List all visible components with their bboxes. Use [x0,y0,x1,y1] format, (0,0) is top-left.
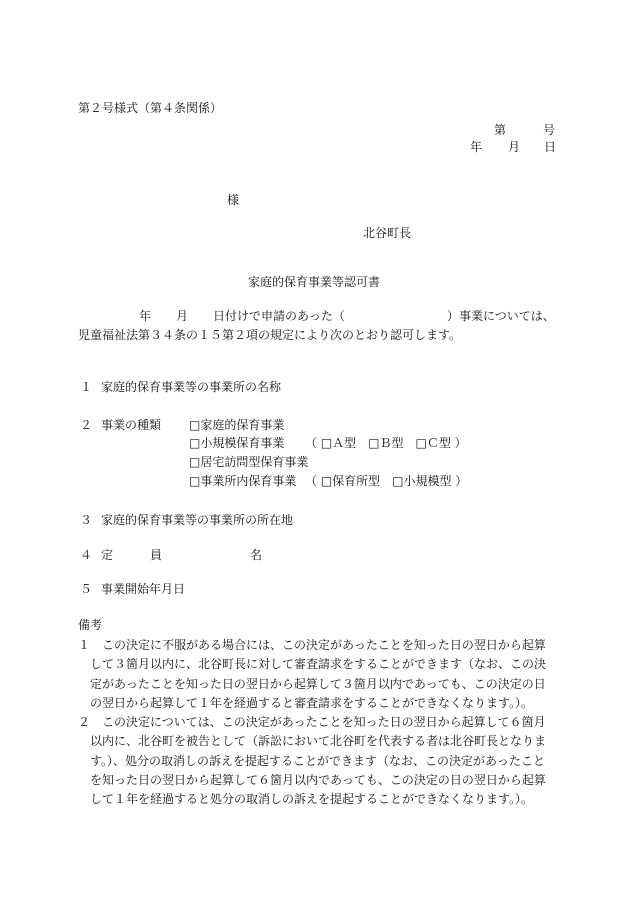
option-workplace-types: （ □保育所型 □小規模型 ） [305,474,468,488]
option-workplace: □事業所内保育事業 [189,474,297,488]
form-label: 第２号様式（第４条関係） [78,101,223,115]
date-month: 月 [508,140,521,154]
date-year: 年 [470,140,483,154]
issuer-name: 北谷町長 [363,226,412,240]
remark-2 [78,713,556,809]
item-2-number: ２ [80,418,93,432]
body-law-text: 児童福祉法第３４条の１５第２項の規定により次のとおり認可します。 [78,328,462,342]
option-home-visit: □居宅訪問型保育事業 [189,455,309,469]
item-4-unit: 名 [250,548,263,562]
item-5-label: 事業開始年月日 [101,582,186,596]
item-1-label: 家庭的保育事業等の事業所の名称 [101,380,282,394]
body-business-text: ）事業については、 [447,309,555,323]
body-month: 月 [176,309,189,323]
item-3-label: 家庭的保育事業等の事業所の所在地 [101,513,294,527]
item-4-label-b: 員 [150,548,163,562]
item-4-number: ４ [80,548,93,562]
remark-1-number: １ [78,638,91,652]
option-family-daycare: □家庭的保育事業 [189,418,285,432]
option-small-scale-types: （ □Ａ型 □Ｂ型 □Ｃ型 ） [305,436,467,450]
doc-number-go: 号 [543,123,556,137]
remarks-heading: 備考 [78,618,103,632]
date-day: 日 [544,140,557,154]
body-year: 年 [139,309,152,323]
item-1-number: １ [80,380,93,394]
item-5-number: ５ [80,582,93,596]
remark-1-text: この決定に不服がある場合には、この決定があったことを知った日の翌日から起算して３箇月以内に、北谷町長に対して審査請求をすることができます（なお、この決定があったことを知った日の翌日から起算して３箇月以内であっても、この決定の日の翌日から起算して１年を経過すると審査請求をすることができなくなります。）。 [90,638,547,710]
addressee-honorific: 様 [227,193,240,207]
remark-1 [78,636,556,713]
doc-number-dai: 第 [494,123,507,137]
item-4-label-a: 定 [101,548,114,562]
item-2-label: 事業の種類 [101,418,162,432]
document-title: 家庭的保育事業等認可書 [248,275,381,289]
item-3-number: ３ [80,513,93,527]
remark-2-text: この決定については、この決定があったことを知った日の翌日から起算して６箇月以内に、北谷町を被告として（訴訟において北谷町を代表する者は北谷町長となります。）、処分の取消しの訴えを提起することができます（なお、この決定があったことを知った日の翌日から起算して６箇月以内であっても、この決定の日の翌日から起算して１年を経過すると処分の取消しの訴えを提起することができなくなります。）。 [90,715,547,807]
option-small-scale: □小規模保育事業 [189,436,285,450]
remark-2-number: ２ [78,715,91,729]
body-application-text: 日付けで申請のあった（ [213,309,345,323]
